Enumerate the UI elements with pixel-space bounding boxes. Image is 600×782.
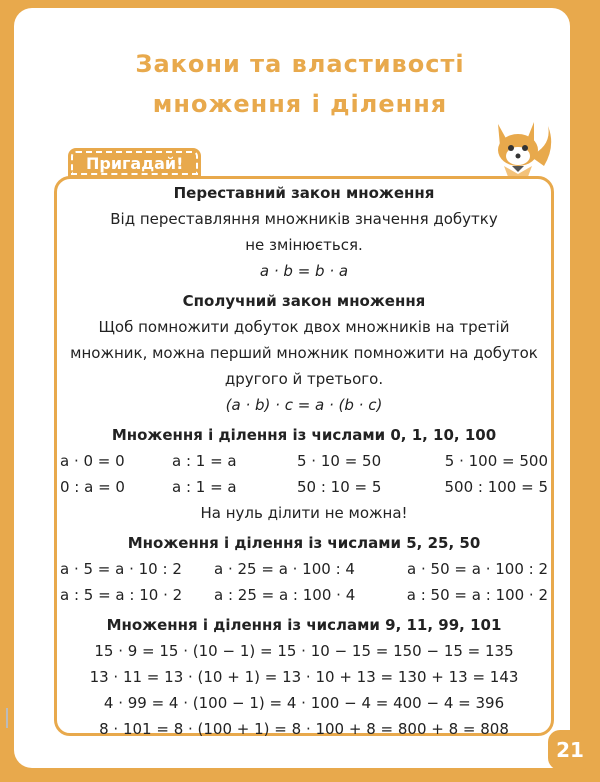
note-text: На нуль ділити не можна! — [200, 504, 408, 522]
formula: a · b = b · a — [259, 262, 349, 280]
rules-content — [54, 180, 554, 742]
section-heading: Переставний закон множення — [173, 184, 435, 202]
formula-row — [54, 448, 554, 474]
page-number: 21 — [548, 730, 592, 770]
title-line-1: Закони та властивості — [135, 50, 465, 78]
section-heading: Множення і ділення із числами 5, 25, 50 — [127, 534, 481, 552]
formula: a : 1 = a — [172, 452, 237, 470]
formula: a · 5 = a · 10 : 2 — [60, 560, 182, 578]
formula-row — [54, 556, 554, 582]
formula: 500 : 100 = 5 — [444, 478, 548, 496]
formula: a : 50 = a : 100 · 2 — [406, 586, 548, 604]
section-heading: Множення і ділення із числами 9, 11, 99, 101 — [106, 616, 502, 634]
formula: 5 · 10 = 50 — [297, 452, 382, 470]
formula: 15 · 9 = 15 · (10 − 1) = 15 · 10 − 15 = 150 − 15 = 135 — [94, 642, 514, 660]
formula: a : 1 = a — [172, 478, 237, 496]
formula: 4 · 99 = 4 · (100 − 1) = 4 · 100 − 4 = 400 − 4 = 396 — [103, 694, 505, 712]
rule-text: другого й третього. — [224, 370, 384, 388]
page-title — [0, 44, 600, 124]
title-line-2: множення і ділення — [152, 90, 448, 118]
formula: 13 · 11 = 13 · (10 + 1) = 13 · 10 + 13 = 130 + 13 = 143 — [89, 668, 519, 686]
binding-mark — [0, 708, 8, 728]
formula: a · 0 = 0 — [60, 452, 125, 470]
formula: 0 : a = 0 — [60, 478, 125, 496]
remember-tab: Пригадай! — [68, 148, 201, 178]
section-heading: Сполучний закон множення — [182, 292, 426, 310]
formula-row — [54, 474, 554, 500]
formula: (a · b) · c = a · (b · c) — [225, 396, 383, 414]
rule-text: множник, можна перший множник помножити на добуток — [70, 344, 538, 362]
formula: a : 5 = a : 10 · 2 — [60, 586, 183, 604]
formula: a · 50 = a · 100 : 2 — [407, 560, 548, 578]
formula: 8 · 101 = 8 · (100 + 1) = 8 · 100 + 8 = 800 + 8 = 808 — [99, 720, 509, 738]
formula: a · 25 = a · 100 : 4 — [214, 560, 355, 578]
formula: 5 · 100 = 500 — [444, 452, 548, 470]
section-heading: Множення і ділення із числами 0, 1, 10, 100 — [111, 426, 497, 444]
rule-text: Від переставляння множників значення добутку — [110, 210, 498, 228]
rule-text: Щоб помножити добуток двох множників на третій — [98, 318, 510, 336]
formula: 50 : 10 = 5 — [297, 478, 382, 496]
formula: a : 25 = a : 100 · 4 — [214, 586, 356, 604]
rule-text: не змінюється. — [245, 236, 363, 254]
formula-row — [54, 582, 554, 608]
fox-mascot-icon — [490, 116, 556, 184]
